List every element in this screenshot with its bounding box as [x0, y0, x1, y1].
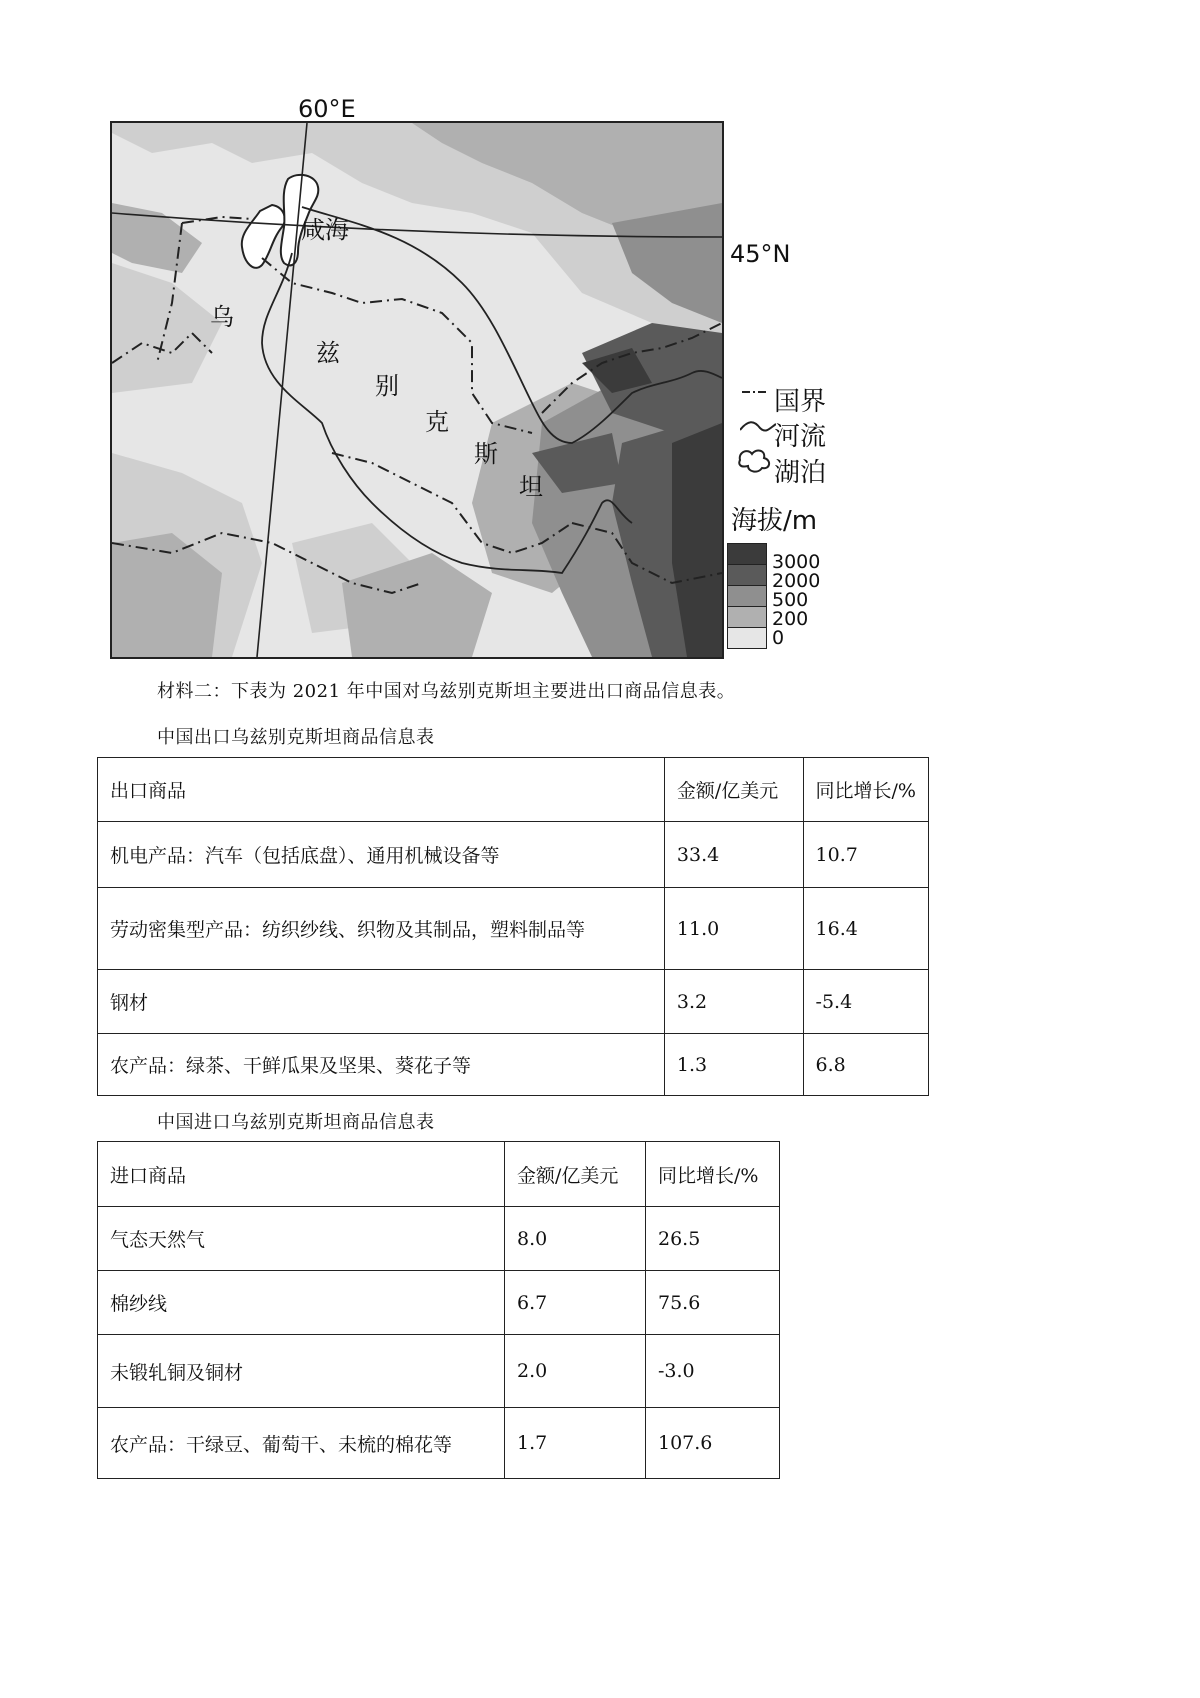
export-item: 钢材 [98, 970, 665, 1034]
table-row [98, 1271, 780, 1335]
country-char-6: 坦 [519, 473, 543, 501]
import-growth: 75.6 [646, 1271, 780, 1335]
export-header-amount: 金额/亿美元 [664, 758, 803, 822]
import-amount: 8.0 [505, 1207, 646, 1271]
table-row [98, 1335, 780, 1408]
export-amount: 1.3 [664, 1034, 803, 1096]
table-row [98, 822, 929, 888]
scale-swatch-500 [727, 586, 767, 607]
elevation-map [110, 121, 724, 659]
scale-label-0: 0 [772, 627, 785, 649]
import-item: 气态天然气 [98, 1207, 505, 1271]
import-header-item: 进口商品 [98, 1142, 505, 1207]
country-char-2: 兹 [316, 339, 340, 367]
country-char-3: 别 [375, 372, 399, 400]
import-header-amount: 金额/亿美元 [505, 1142, 646, 1207]
import-item: 棉纱线 [98, 1271, 505, 1335]
import-table-caption: 中国进口乌兹别克斯坦商品信息表 [157, 1112, 435, 1133]
import-amount: 6.7 [505, 1271, 646, 1335]
export-amount: 33.4 [664, 822, 803, 888]
import-item: 未锻轧铜及铜材 [98, 1335, 505, 1408]
legend-river-label: 河流 [774, 422, 827, 452]
import-table [97, 1141, 780, 1479]
export-table-caption: 中国出口乌兹别克斯坦商品信息表 [157, 727, 435, 748]
import-amount: 1.7 [505, 1408, 646, 1479]
lake-label: 咸海 [301, 216, 349, 244]
export-growth: 16.4 [803, 888, 928, 970]
export-growth: 6.8 [803, 1034, 928, 1096]
legend-lake-label: 湖泊 [774, 458, 827, 488]
country-char-4: 克 [425, 408, 449, 436]
import-growth: 107.6 [646, 1408, 780, 1479]
scale-label-3000: 3000 [772, 551, 821, 573]
scale-label-200: 200 [772, 608, 809, 630]
export-item: 农产品：绿茶、干鲜瓜果及坚果、葵花子等 [98, 1034, 665, 1096]
country-char-1: 乌 [210, 303, 234, 331]
lake-legend-icon [736, 446, 774, 474]
import-table-header-row [98, 1142, 780, 1207]
export-amount: 3.2 [664, 970, 803, 1034]
export-growth: 10.7 [803, 822, 928, 888]
table-row [98, 1207, 780, 1271]
import-header-growth: 同比增长/% [646, 1142, 780, 1207]
import-amount: 2.0 [505, 1335, 646, 1408]
table-row [98, 888, 929, 970]
import-growth: 26.5 [646, 1207, 780, 1271]
latitude-label: 45°N [730, 240, 791, 268]
table-row [98, 970, 929, 1034]
scale-swatch-200 [727, 607, 767, 628]
export-item: 劳动密集型产品：纺织纱线、织物及其制品，塑料制品等 [98, 888, 665, 970]
export-header-item: 出口商品 [98, 758, 665, 822]
scale-swatch-0 [727, 628, 767, 649]
material-two-intro: 材料二：下表为 2021 年中国对乌兹别克斯坦主要进出口商品信息表。 [157, 681, 736, 702]
country-char-5: 斯 [474, 440, 498, 468]
legend-border-label: 国界 [774, 387, 827, 417]
scale-swatch-2000 [727, 565, 767, 586]
scale-swatch-3000 [727, 543, 767, 565]
export-header-growth: 同比增长/% [803, 758, 928, 822]
elevation-color-scale [727, 543, 767, 647]
export-growth: -5.4 [803, 970, 928, 1034]
river-legend-icon [740, 418, 776, 434]
elevation-legend-title: 海拔/m [731, 506, 818, 536]
table-row [98, 1408, 780, 1479]
scale-label-500: 500 [772, 589, 809, 611]
import-item: 农产品：干绿豆、葡萄干、未梳的棉花等 [98, 1408, 505, 1479]
export-item: 机电产品：汽车（包括底盘）、通用机械设备等 [98, 822, 665, 888]
longitude-label: 60°E [298, 95, 356, 123]
import-growth: -3.0 [646, 1335, 780, 1408]
map-canvas [112, 123, 722, 657]
table-row [98, 1034, 929, 1096]
export-table-header-row [98, 758, 929, 822]
scale-label-2000: 2000 [772, 570, 821, 592]
export-table [97, 757, 929, 1096]
export-amount: 11.0 [664, 888, 803, 970]
border-legend-icon [742, 383, 768, 395]
